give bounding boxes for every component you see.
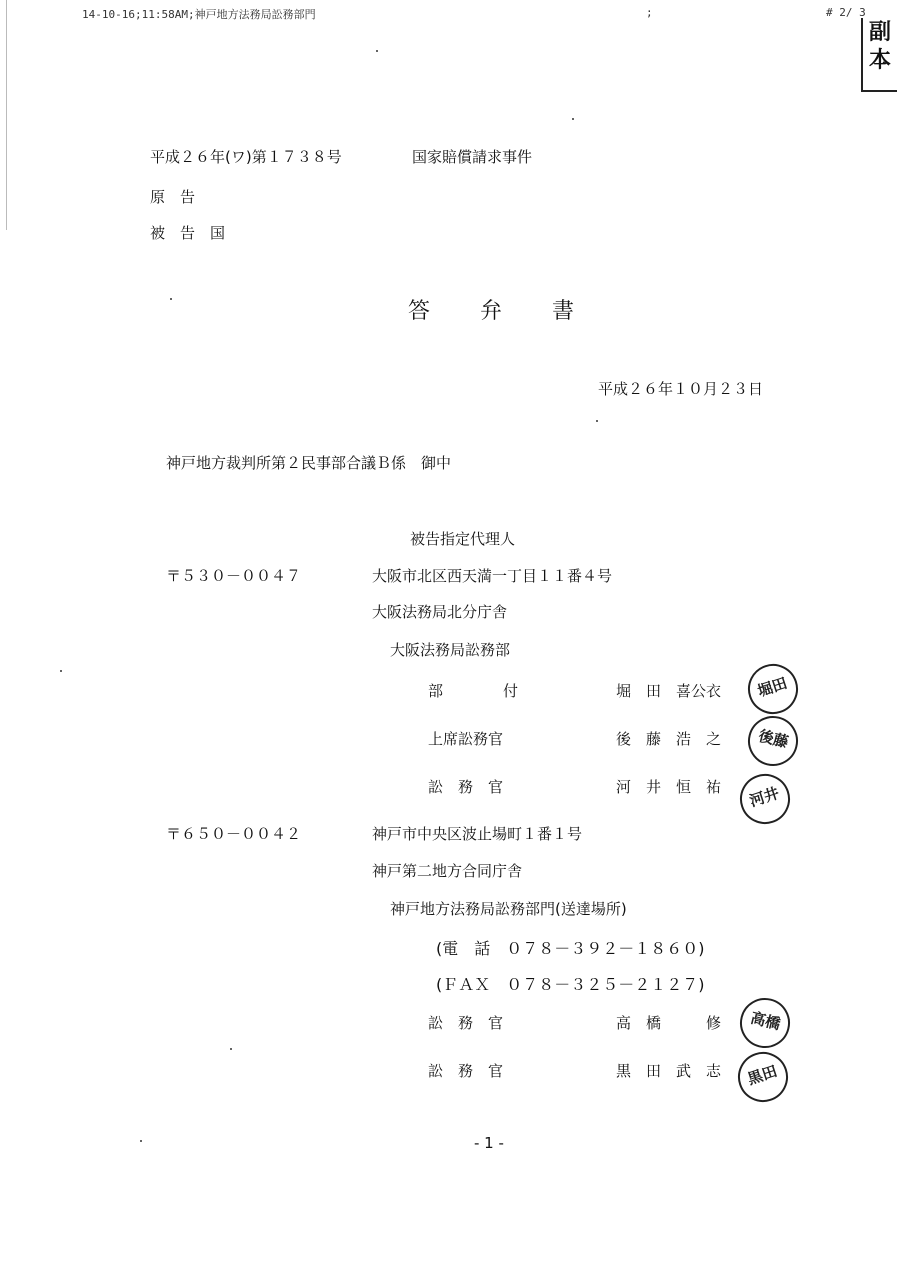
scan-speck <box>170 298 172 300</box>
scan-speck <box>140 1140 142 1142</box>
scan-speck <box>230 1048 232 1050</box>
document-title: 答 弁 書 <box>408 299 577 324</box>
office1-postal-code: 〒５３０－００４７ <box>166 567 302 585</box>
officer-title: 訟 務 官 <box>428 1062 504 1080</box>
office2-fax: (ＦＡＸ ０７８－３２５－２１２７) <box>436 975 705 994</box>
office2-phone: (電 話 ０７８－３９２－１８６０) <box>436 939 705 958</box>
scan-speck <box>60 670 62 672</box>
officer-name: 後 藤 浩 之 <box>616 730 722 748</box>
personal-seal: 河井 <box>733 767 796 830</box>
office2-building: 神戸第二地方合同庁舎 <box>372 862 523 880</box>
personal-seal: 黒田 <box>731 1045 794 1108</box>
case-name: 国家賠償請求事件 <box>412 148 533 166</box>
defendant-label: 被 告 国 <box>150 224 226 242</box>
office2-address: 神戸市中央区波止場町１番１号 <box>372 825 583 843</box>
officer-title: 上席訟務官 <box>428 730 504 748</box>
personal-seal: 堀田 <box>741 657 804 720</box>
officer-name: 高 橋 修 <box>616 1014 722 1032</box>
page-number: - 1 - <box>474 1134 504 1152</box>
scan-speck <box>572 118 574 120</box>
duplicate-copy-stamp: 副本 <box>861 18 897 92</box>
case-number: 平成２６年(ワ)第１７３８号 <box>150 148 342 166</box>
plaintiff-label: 原 告 <box>150 188 196 206</box>
addressee: 神戸地方裁判所第２民事部合議Ｂ係 御中 <box>166 454 452 472</box>
office1-address: 大阪市北区西天満一丁目１１番４号 <box>372 567 613 585</box>
officer-title: 訟 務 官 <box>428 1014 504 1032</box>
office2-department: 神戸地方法務局訟務部門(送達場所) <box>390 900 627 918</box>
document-date: 平成２６年１０月２３日 <box>598 380 764 398</box>
office2-postal-code: 〒６５０－００４２ <box>166 825 302 843</box>
fax-header-left: 14-10-16;11:58AM;神戸地方法務局訟務部門 <box>82 8 316 21</box>
fax-header-middle: ; <box>646 6 653 19</box>
officer-title: 訟 務 官 <box>428 778 504 796</box>
officer-title: 部 付 <box>428 682 519 700</box>
agent-heading: 被告指定代理人 <box>410 530 516 548</box>
scan-speck <box>376 50 378 52</box>
personal-seal: 後藤 <box>743 711 804 772</box>
office1-department: 大阪法務局訟務部 <box>390 641 511 659</box>
officer-name: 河 井 恒 祐 <box>616 778 722 796</box>
personal-seal: 高橋 <box>735 993 796 1054</box>
scan-speck <box>596 420 598 422</box>
office1-building: 大阪法務局北分庁舎 <box>372 603 508 621</box>
officer-name: 黒 田 武 志 <box>616 1062 722 1080</box>
scan-edge-line <box>6 0 7 230</box>
fax-header-right: # 2/ 3 <box>826 6 866 19</box>
officer-name: 堀 田 喜公衣 <box>616 682 722 700</box>
